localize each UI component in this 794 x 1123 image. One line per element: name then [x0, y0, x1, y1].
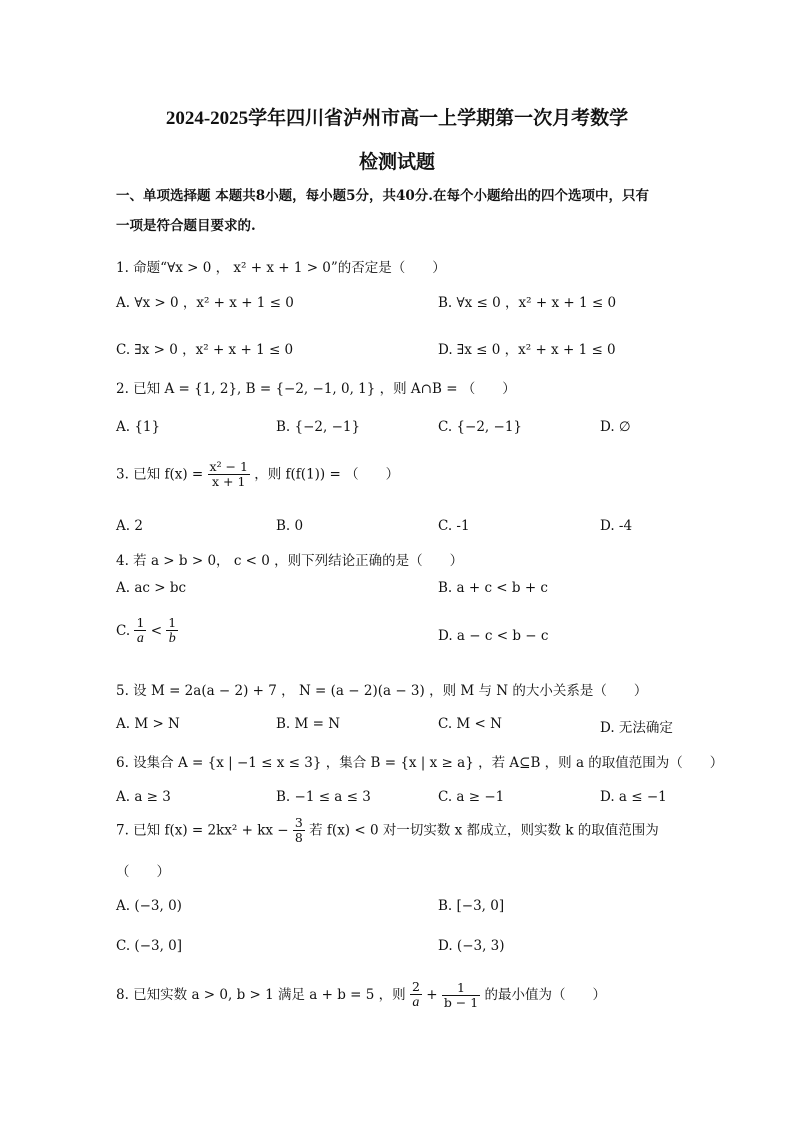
question-3-option-c: C. -1	[438, 518, 470, 534]
question-8-stem-suffix: 的最小值为（ ）	[484, 987, 606, 1004]
question-3-fraction-denominator: x + 1	[208, 474, 250, 489]
fraction-numerator: 1	[136, 615, 145, 630]
question-1-option-d: D. ∃x ≤ 0 ，x² + x + 1 ≤ 0	[438, 342, 616, 358]
question-8-fraction-2	[442, 981, 480, 1011]
question-2-option-b: B. {−2, −1}	[276, 419, 361, 435]
question-5-option-b: B. M = N	[276, 716, 341, 732]
question-3-fraction	[208, 460, 250, 490]
question-4-option-c	[116, 616, 178, 647]
fraction-denominator: a	[134, 630, 146, 647]
question-2-option-d: D. ∅	[600, 419, 631, 435]
question-3-stem	[116, 460, 399, 490]
fraction-denominator: b − 1	[443, 995, 479, 1011]
question-7-stem-suffix: 若 f(x) < 0 对一切实数 x 都成立，则实数 k 的取值范围为	[309, 822, 659, 839]
fraction-denominator: a	[410, 994, 422, 1011]
question-6-option-a: A. a ≥ 3	[116, 789, 171, 805]
question-3-stem-suffix: ，则 f(f(1)) = （ ）	[254, 466, 400, 483]
question-4-option-c-fraction-1	[134, 616, 146, 647]
fraction-numerator: 1	[168, 615, 177, 630]
fraction-denominator: 8	[294, 830, 303, 846]
question-5-option-d: D. 无法确定	[600, 720, 673, 736]
section-heading-line2: 一项是符合题目要求的.	[116, 218, 256, 234]
question-8-fraction-1	[410, 980, 422, 1011]
question-1-option-b: B. ∀x ≤ 0 ，x² + x + 1 ≤ 0	[438, 295, 617, 311]
fraction-numerator: 2	[411, 979, 420, 994]
question-8-stem	[116, 980, 606, 1011]
question-5-stem: 5. 设 M = 2a(a − 2) + 7 ， N = (a − 2)(a − 3) ，则 M 与 N 的大小关系是（ ）	[116, 683, 648, 699]
question-4-stem: 4. 若 a > b > 0， c < 0 ，则下列结论正确的是（ ）	[116, 553, 464, 569]
question-2-option-a: A. {1}	[116, 419, 161, 435]
question-5-option-c: C. M < N	[438, 716, 502, 732]
question-3-option-a: A. 2	[116, 518, 143, 534]
question-4-option-d: D. a − c < b − c	[438, 628, 549, 644]
question-6-option-c: C. a ≥ −1	[438, 789, 505, 805]
question-2-option-c: C. {−2, −1}	[438, 419, 522, 435]
question-4-option-c-fraction-2	[166, 616, 178, 647]
question-7-stem	[116, 816, 659, 846]
exam-title-line2: 检测试题	[358, 152, 435, 173]
question-1-stem: 1. 命题“∀x > 0 ， x² + x + 1 > 0”的否定是（ ）	[116, 260, 446, 276]
plus-sign: +	[426, 987, 438, 1004]
question-2-stem: 2. 已知 A = {1, 2}, B = {−2, −1, 0, 1} ，则 A∩B = （ ）	[116, 381, 516, 397]
fraction-numerator: 3	[294, 815, 303, 830]
question-6-stem: 6. 设集合 A = {x | −1 ≤ x ≤ 3} ，集合 B = {x | x ≥ a} ，若 A⊆B ，则 a 的取值范围为（ ）	[116, 755, 724, 771]
question-1-option-c: C. ∃x > 0 ，x² + x + 1 ≤ 0	[116, 342, 294, 358]
question-3-option-b: B. 0	[276, 518, 304, 534]
question-4-option-c-label: C.	[116, 623, 131, 640]
question-8-stem-prefix: 8. 已知实数 a > 0, b > 1 满足 a + b = 5 ，则	[116, 987, 406, 1004]
exam-title: 2024-2025学年四川省泸州市高一上学期第一次月考数学	[165, 108, 629, 129]
question-7-option-c: C. (−3, 0]	[116, 938, 183, 954]
question-4-option-a: A. ac > bc	[116, 580, 187, 596]
question-7-option-d: D. (−3, 3)	[438, 938, 505, 954]
question-3-option-d: D. -4	[600, 518, 633, 534]
question-5-option-a: A. M > N	[116, 716, 180, 732]
question-7-stem-line2: （ ）	[116, 864, 170, 880]
question-7-option-b: B. [−3, 0]	[438, 898, 505, 914]
question-3-stem-prefix: 3. 已知 f(x) =	[116, 466, 204, 483]
question-1-option-a: A. ∀x > 0 ，x² + x + 1 ≤ 0	[116, 295, 294, 311]
question-7-fraction	[293, 816, 305, 846]
less-than-sign: <	[150, 623, 162, 640]
fraction-numerator: 1	[457, 979, 465, 995]
section-heading: 一、单项选择题 本题共8小题，每小题5分，共40分.在每个小题给出的四个选项中，只有	[116, 188, 649, 204]
question-6-option-b: B. −1 ≤ a ≤ 3	[276, 789, 371, 805]
fraction-denominator: b	[166, 630, 178, 647]
question-7-stem-prefix: 7. 已知 f(x) = 2kx² + kx −	[116, 822, 289, 839]
question-4-option-b: B. a + c < b + c	[438, 580, 548, 596]
question-7-option-a: A. (−3, 0)	[116, 898, 182, 914]
question-6-option-d: D. a ≤ −1	[600, 789, 667, 805]
question-3-fraction-numerator: x² − 1	[209, 459, 248, 474]
